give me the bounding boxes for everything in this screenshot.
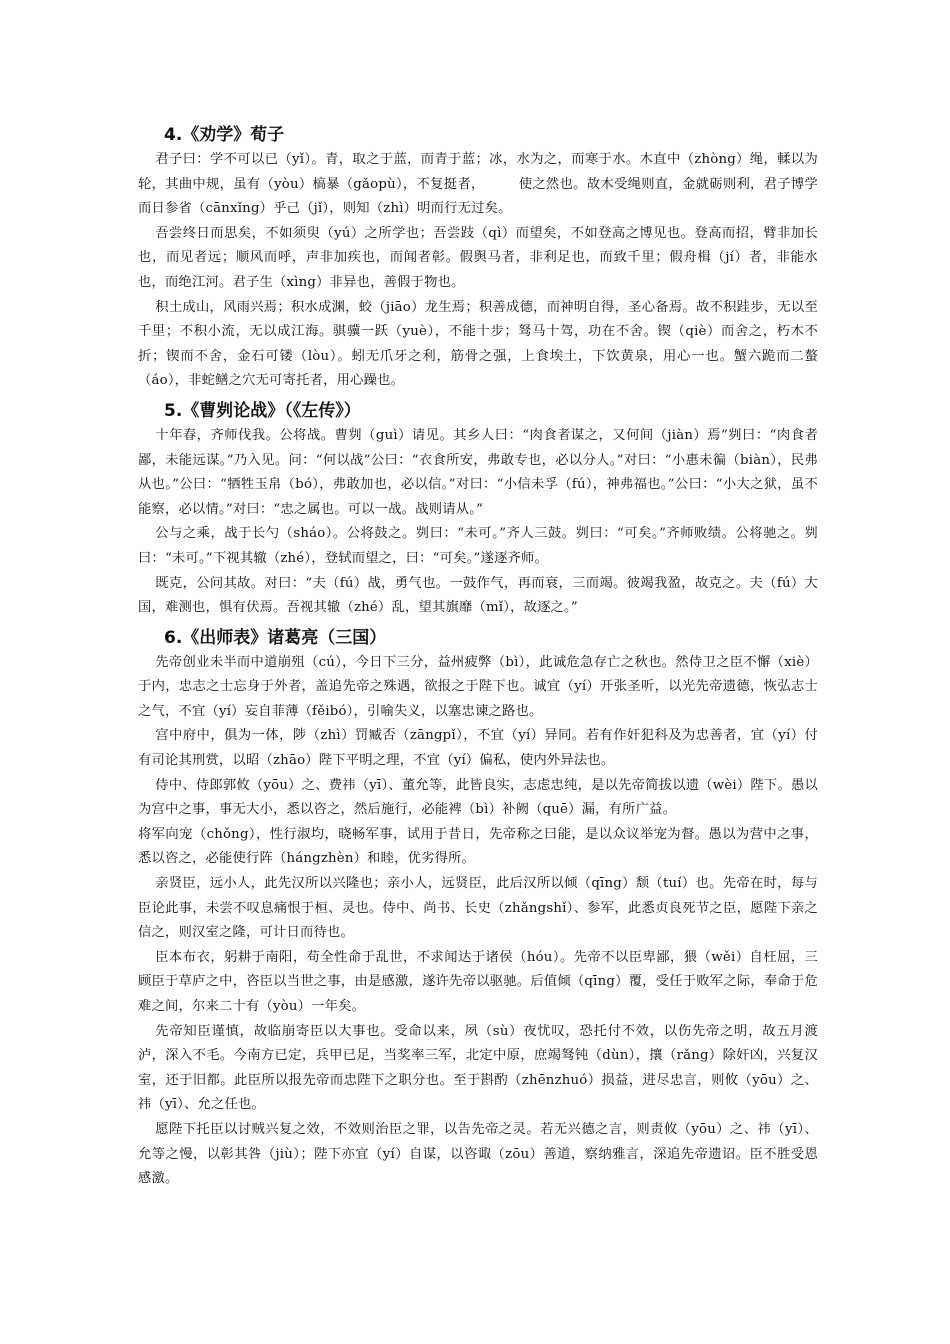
section-title: 6.《出师表》诸葛亮（三国） <box>164 627 387 648</box>
section-title: 4.《劝学》荀子 <box>164 125 285 145</box>
paragraph: 积土成山，风雨兴焉；积水成渊，蛟（jiāo）龙生焉；积善成德，而神明自得，圣心备焉。故不积跬步，无以至千里；不积小流，无以成江海。骐骥一跃（yuè），不能十步；驽马十驾，功在不舍。锲（qiè）而舍之，朽木不折；锲而不舍，金石可镂（lòu）。蚓无爪牙之利，筋骨之强，上食埃土，下饮黄泉，用心一也。蟹六跪而二螯（áo），非蛇鳝之穴无可寄托者，用心躁也。 <box>138 299 818 389</box>
paragraph: 亲贤臣，远小人，此先汉所以兴隆也；亲小人，远贤臣，此后汉所以倾（qīng）颓（tuí）也。先帝在时，每与臣论此事，未尝不叹息痛恨于桓、灵也。侍中、尚书、长史（zhǎngshǐ）、参军，此悉贞良死节之臣，愿陛下亲之信之，则汉室之隆，可计日而待也。 <box>138 876 818 941</box>
paragraph: 将军向宠（chǒng），性行淑均，晓畅军事，试用于昔日，先帝称之曰能，是以众议举宠为督。愚以为营中之事，悉以咨之，必能使行阵（hángzhèn）和睦，优劣得所。 <box>138 826 818 867</box>
section-title: 5.《曹刿论战》（《左传》） <box>164 400 361 421</box>
paragraph: 宫中府中，俱为一体，陟（zhì）罚臧否（zāngpǐ），不宜（yí）异同。若有作奸犯科及为忠善者，宜（yí）付有司论其刑赏，以昭（zhāo）陛下平明之理，不宜（yí）偏私，使内外异法也。 <box>138 728 818 769</box>
paragraph: 既克，公问其故。对曰：“夫（fú）战，勇气也。一鼓作气，再而衰，三而竭。彼竭我盈，故克之。夫（fú）大国，难测也，惧有伏焉。吾视其辙（zhé）乱，望其旗靡（mǐ），故逐之。” <box>138 575 818 616</box>
paragraph: 吾尝终日而思矣，不如须臾（yú）之所学也；吾尝跂（qì）而望矣，不如登高之博见也。登高而招，臂非加长也，而见者远；顺风而呼，声非加疾也，而闻者彰。假舆马者，非利足也，而致千里；假舟楫（jí）者，非能水也，而绝江河。君子生（xìng）非异也，善假于物也。 <box>138 225 818 290</box>
section-chushibiao <box>138 625 818 1192</box>
paragraph: 臣本布衣，躬耕于南阳，苟全性命于乱世，不求闻达于诸侯（hóu）。先帝不以臣卑鄙，猥（wěi）自枉屈，三顾臣于草庐之中，咨臣以当世之事，由是感激，遂许先帝以驱驰。后值倾（qīng）覆，受任于败军之际，奉命于危难之间，尔来二十有（yòu）一年矣。 <box>138 949 818 1014</box>
paragraph: 公与之乘，战于长勺（sháo）。公将鼓之。刿曰：“未可。”齐人三鼓。刿曰：“可矣。”齐师败绩。公将驰之。刿曰：“未可。”下视其辙（zhé），登轼而望之，曰：“可矣。”遂逐齐师。 <box>138 526 818 566</box>
paragraph: 侍中、侍郎郭攸（yōu）之、费祎（yī）、董允等，此皆良实，志虑忠纯，是以先帝简拔以遗（wèi）陛下。愚以为宫中之事，事无大小，悉以咨之，然后施行，必能裨（bì）补阙（quē）漏，有所广益。 <box>138 777 818 818</box>
document-page <box>138 118 818 1192</box>
paragraph: 先帝创业未半而中道崩殂（cú），今日下三分，益州疲弊（bì），此诚危急存亡之秋也。然侍卫之臣不懈（xiè）于内，忠志之士忘身于外者，盖追先帝之殊遇，欲报之于陛下也。诚宜（yí）开张圣听，以光先帝遗德，恢弘志士之气，不宜（yí）妄自菲薄（fěibó），引喻失义，以塞忠谏之路也。 <box>138 654 818 719</box>
paragraph: 十年春，齐师伐我。公将战。曹刿（guì）请见。其乡人曰：“肉食者谋之，又何间（jiàn）焉”刿曰：“肉食者鄙，未能远谋。”乃入见。问：“何以战”公曰：“衣食所安，弗敢专也，必以分人。”对曰：“小惠未徧（biàn），民弗从也。”公曰：“牺牲玉帛（bó），弗敢加也，必以信。”对曰：“小信未孚（fú），神弗福也。”公曰：“小大之狱，虽不能察，必以情。”对曰：“忠之属也。可以一战。战则请从。” <box>138 427 818 517</box>
paragraph: 先帝知臣谨慎，故临崩寄臣以大事也。受命以来，夙（sù）夜忧叹，恐托付不效，以伤先帝之明，故五月渡泸，深入不毛。今南方已定，兵甲已足，当奖率三军，北定中原，庶竭驽钝（dùn），攘（rǎng）除奸凶，兴复汉室，还于旧都。此臣所以报先帝而忠陛下之职分也。至于斟酌（zhēnzhuó）损益，进尽忠言，则攸（yōu）之、祎（yī）、允之任也。 <box>138 1023 818 1113</box>
paragraph: 君子曰：学不可以已（yǐ）。青，取之于蓝，而青于蓝；冰，水为之，而寒于水。木直中（zhòng）绳，輮以为轮，其曲中规，虽有（yòu）槁暴（gǎopù），不复挺者， 使之然也。故木受绳则直，金就砺则利，君子博学而日参省（cānxǐng）乎己（jǐ），则知（zhì）明而行无过矣。 <box>138 152 818 217</box>
section-caogui <box>138 398 818 621</box>
paragraph: 愿陛下托臣以讨贼兴复之效，不效则治臣之罪，以告先帝之灵。若无兴德之言，则责攸（yōu）之、祎（yī）、允等之慢，以彰其咎（jiù）；陛下亦宜（yí）自谋，以咨诹（zōu）善道，察纳雅言，深追先帝遗诏。臣不胜受恩感激。 <box>138 1121 818 1187</box>
section-quanxue <box>138 122 818 394</box>
